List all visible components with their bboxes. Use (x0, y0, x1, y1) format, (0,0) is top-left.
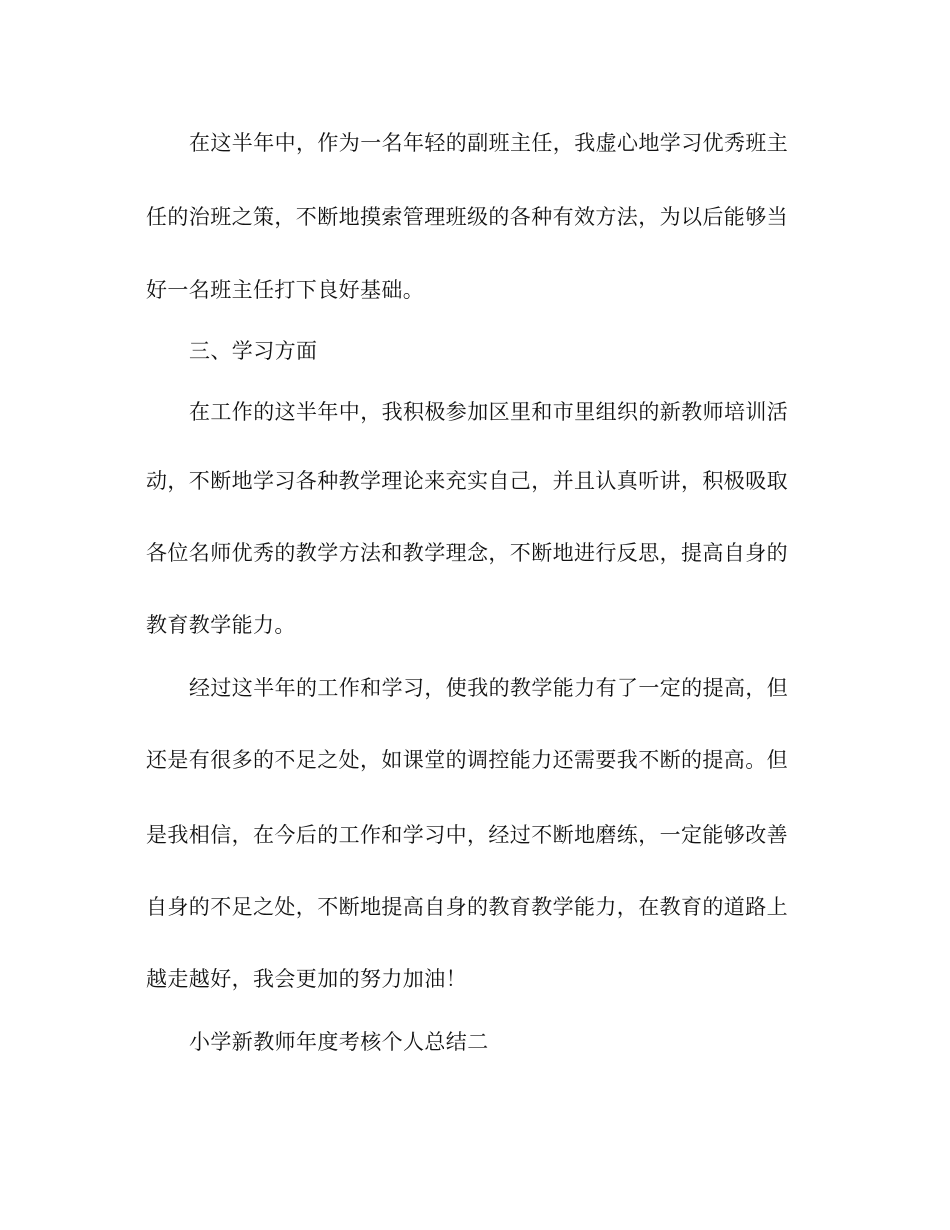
section-heading: 三、学习方面 (189, 339, 318, 363)
paragraph-line: 经过这半年的工作和学习，使我的教学能力有了一定的提高，但 (189, 676, 789, 700)
paragraph-line: 在这半年中，作为一名年轻的副班主任，我虚心地学习优秀班主 (189, 131, 789, 155)
paragraph-line: 还是有很多的不足之处，如课堂的调控能力还需要我不断的提高。但 (146, 748, 788, 772)
paragraph-line: 越走越好，我会更加的努力加油！ (146, 967, 467, 991)
paragraph-line: 好一名班主任打下良好基础。 (146, 278, 425, 302)
paragraph-line: 是我相信，在今后的工作和学习中，经过不断地磨练，一定能够改善 (146, 823, 788, 847)
paragraph-line: 任的治班之策，不断地摸索管理班级的各种有效方法，为以后能够当 (146, 205, 788, 229)
subtitle-line: 小学新教师年度考核个人总结二 (189, 1030, 489, 1054)
paragraph-line: 动，不断地学习各种教学理论来充实自己，并且认真听讲，积极吸取 (146, 469, 788, 493)
paragraph-line: 教育教学能力。 (146, 613, 296, 637)
paragraph-line: 在工作的这半年中，我积极参加区里和市里组织的新教师培训活 (189, 400, 789, 424)
paragraph-line: 各位名师优秀的教学方法和教学理念，不断地进行反思，提高自身的 (146, 541, 788, 565)
paragraph-line: 自身的不足之处，不断地提高自身的教育教学能力，在教育的道路上 (146, 895, 788, 919)
